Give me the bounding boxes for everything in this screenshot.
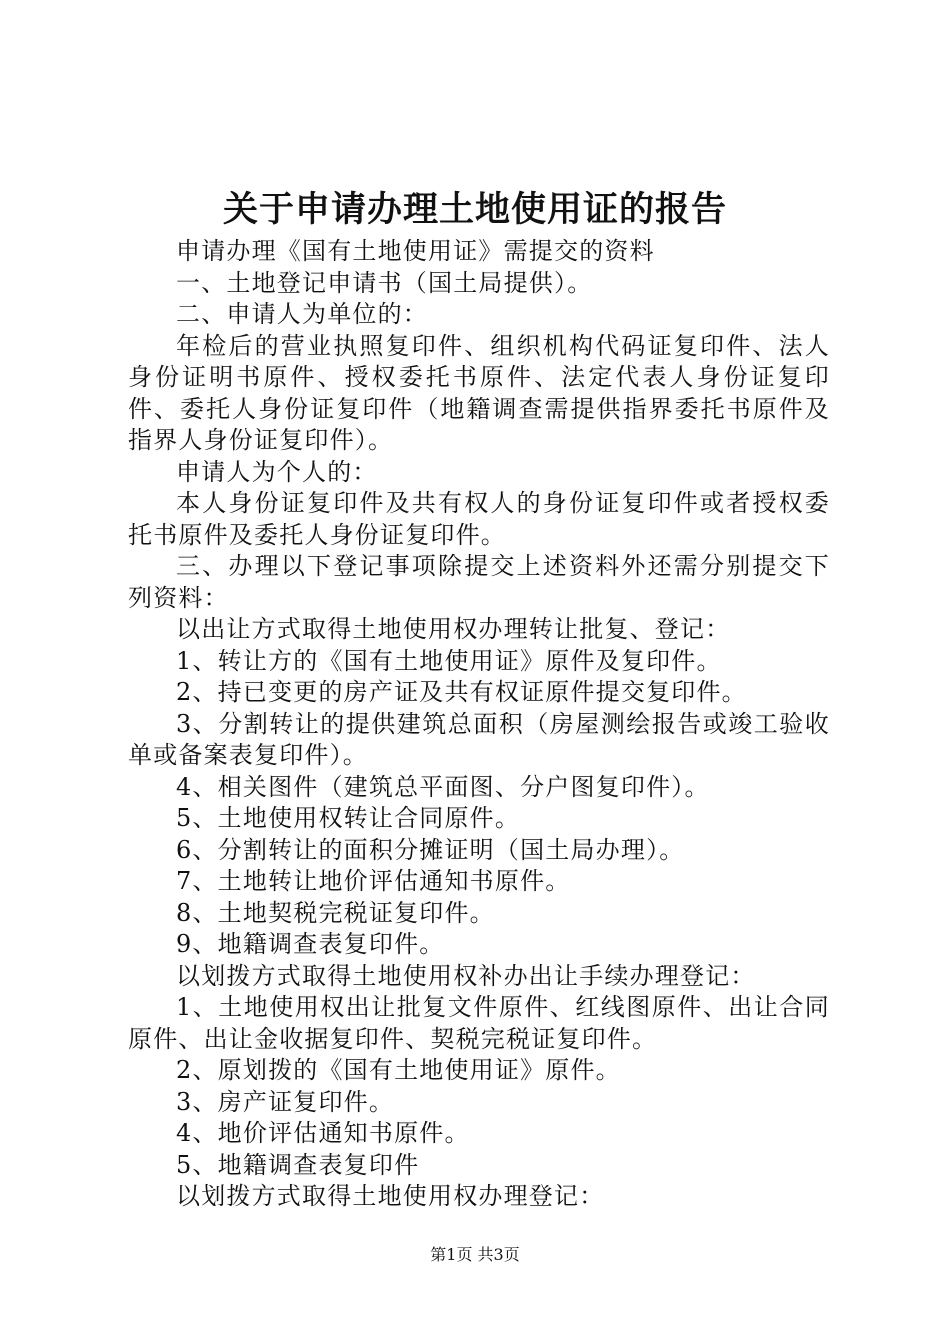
paragraph: 以划拨方式取得土地使用权办理登记： bbox=[176, 1182, 605, 1210]
paragraph: 3、分割转让的提供建筑总面积（房屋测绘报告或竣工验收单或备案表复印件）。 bbox=[128, 709, 830, 769]
paragraph: 1、转让方的《国有土地使用证》原件及复印件。 bbox=[176, 646, 722, 675]
document-body bbox=[128, 236, 830, 1213]
page-number-footer: 第1页 共3页 bbox=[430, 1245, 520, 1264]
paragraph: 以出让方式取得土地使用权办理转让批复、登记： bbox=[176, 615, 731, 643]
paragraph: 5、土地使用权转让合同原件。 bbox=[176, 804, 521, 832]
paragraph: 3、房产证复印件。 bbox=[176, 1087, 395, 1116]
paragraph: 8、土地契税完税证复印件。 bbox=[176, 898, 495, 927]
paragraph: 一、土地登记申请书（国土局提供）。 bbox=[176, 268, 593, 297]
paragraph: 4、相关图件（建筑总平面图、分户图复印件）。 bbox=[176, 772, 710, 801]
paragraph: 1、土地使用权出让批复文件原件、红线图原件、出让合同原件、出让金收据复印件、契税完税证复印件。 bbox=[128, 993, 830, 1053]
paragraph: 二、申请人为单位的： bbox=[176, 300, 428, 328]
paragraph: 2、原划拨的《国有土地使用证》原件。 bbox=[176, 1056, 621, 1084]
paragraph: 三、办理以下登记事项除提交上述资料外还需分别提交下列资料： bbox=[128, 552, 830, 612]
paragraph: 6、分割转让的面积分摊证明（国土局办理）。 bbox=[176, 835, 685, 864]
paragraph: 2、持已变更的房产证及共有权证原件提交复印件。 bbox=[176, 678, 747, 706]
paragraph: 本人身份证复印件及共有权人的身份证复印件或者授权委托书原件及委托人身份证复印件。 bbox=[128, 489, 830, 549]
paragraph: 申请人为个人的： bbox=[176, 457, 378, 486]
paragraph: 以划拨方式取得土地使用权补办出让手续办理登记： bbox=[176, 961, 756, 990]
paragraph: 4、地价评估通知书原件。 bbox=[176, 1119, 470, 1147]
paragraph: 7、土地转让地价评估通知书原件。 bbox=[176, 867, 571, 895]
paragraph: 申请办理《国有土地使用证》需提交的资料 bbox=[176, 237, 655, 265]
paragraph: 5、地籍调查表复印件 bbox=[176, 1150, 420, 1179]
paragraph: 年检后的营业执照复印件、组织机构代码证复印件、法人身份证明书原件、授权委托书原件、法定代表人身份证复印件、委托人身份证复印件（地籍调查需提供指界委托书原件及指界人身份证复印件）。 bbox=[128, 331, 830, 454]
document-title: 关于申请办理土地使用证的报告 bbox=[222, 189, 727, 230]
paragraph: 9、地籍调查表复印件。 bbox=[176, 930, 445, 958]
